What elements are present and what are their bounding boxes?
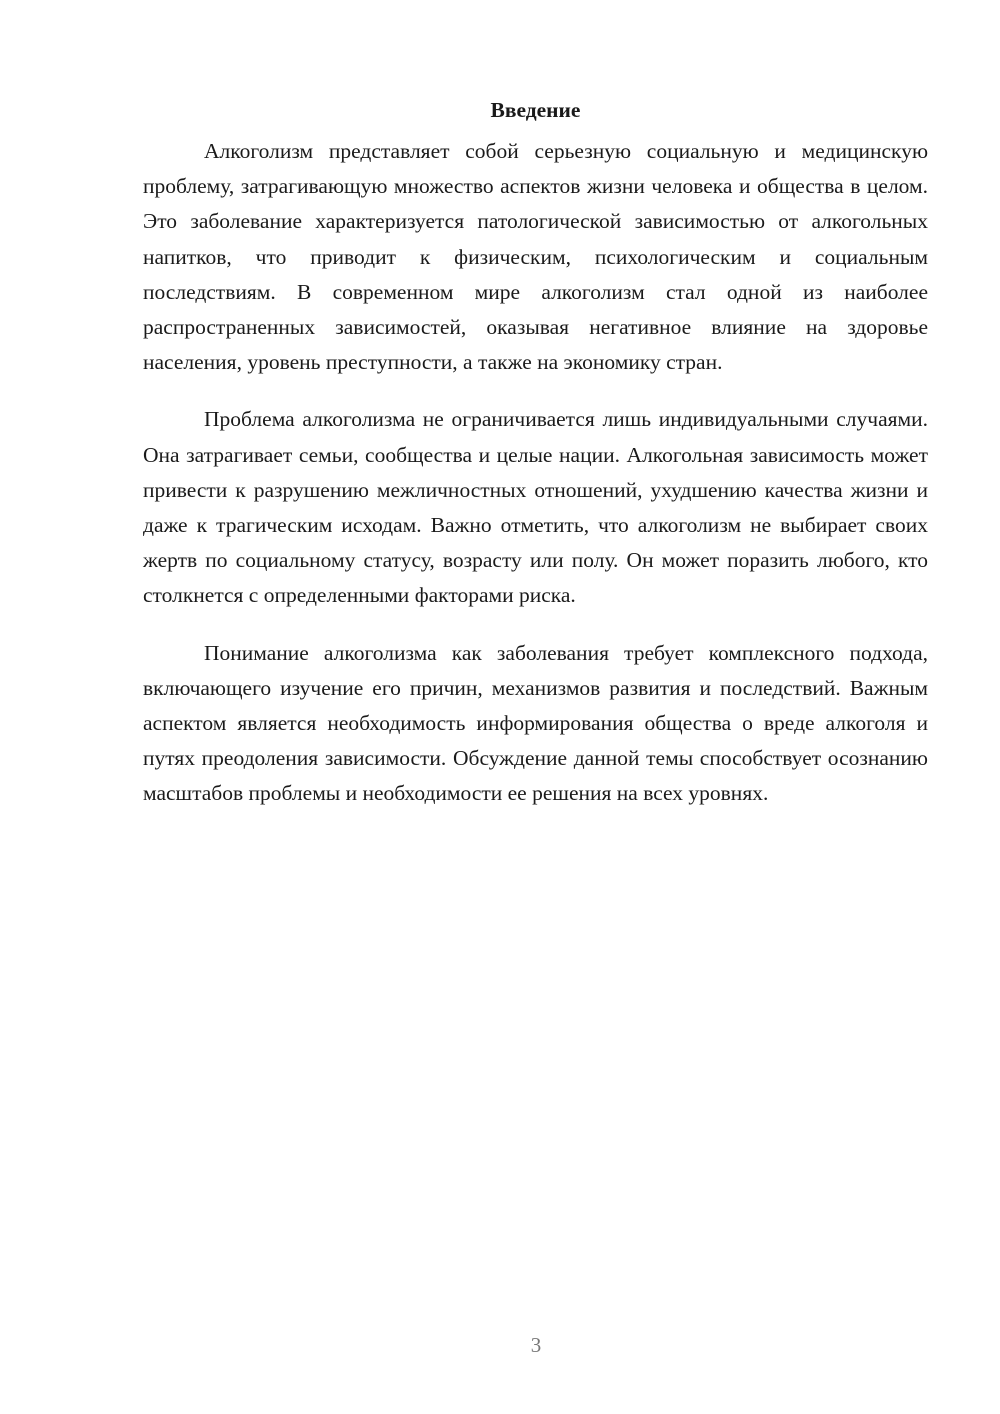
paragraph-1: Алкоголизм представляет собой серьезную социальную и медицинскую проблему, затрагивающую множество аспектов жизни человека и общества в целом. Это заболевание характеризуется патологической зависимостью от алкогольных напитков, что приводит к физическим, психологическим и социальным последствиям. В современном мире алкоголизм стал одной из наиболее распространенных зависимостей, оказывая негативное влияние на здоровье населения, уровень преступности, а также на экономику стран. xyxy=(143,139,928,375)
section-heading: Введение xyxy=(490,98,581,122)
paragraph-2: Проблема алкоголизма не ограничивается лишь индивидуальными случаями. Она затрагивает семьи, сообщества и целые нации. Алкогольная зависимость может привести к разрушению межличностных отношений, ухудшению качества жизни и даже к трагическим исходам. Важно отметить, что алкоголизм не выбирает своих жертв по социальному статусу, возрасту или полу. Он может поразить любого, кто столкнется с определенными факторами риска. xyxy=(143,407,928,608)
paragraph-3: Понимание алкоголизма как заболевания требует комплексного подхода, включающего изучение его причин, механизмов развития и последствий. Важным аспектом является необходимость информирования общества о вреде алкоголя и путях преодоления зависимости. Обсуждение данной темы способствует осознанию масштабов проблемы и необходимости ее решения на всех уровнях. xyxy=(143,640,928,806)
page-number: 3 xyxy=(530,1333,542,1357)
page-content xyxy=(143,93,928,834)
